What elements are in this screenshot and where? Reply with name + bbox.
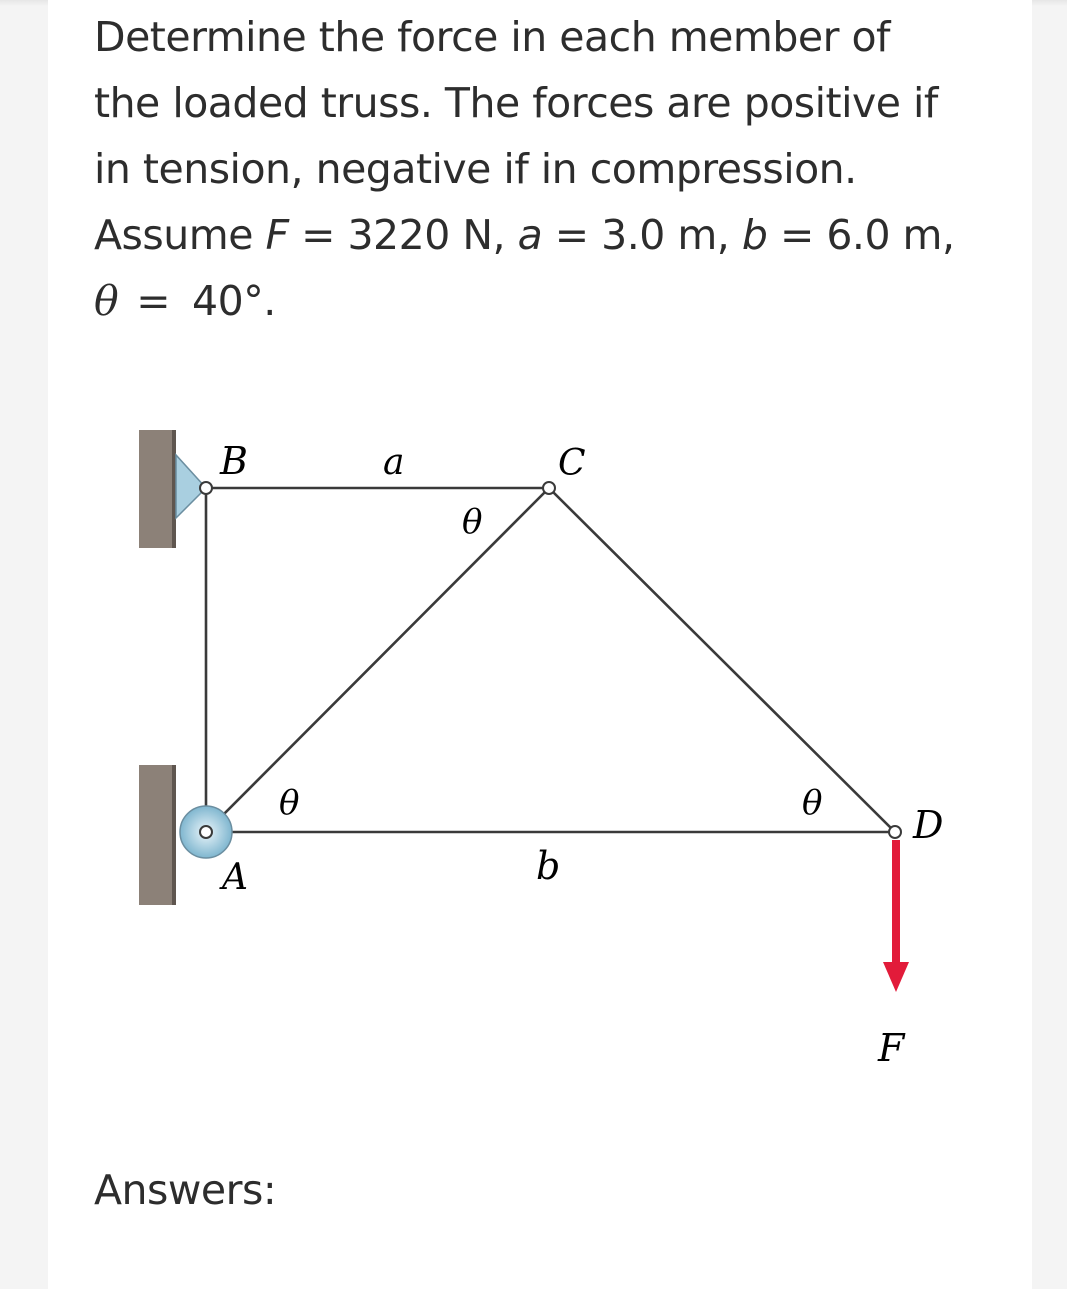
- force-arrow-head: [883, 962, 909, 992]
- joint-B: [200, 482, 212, 494]
- wall-bottom: [139, 765, 176, 905]
- label-theta-top: θ: [462, 502, 483, 542]
- label-b: b: [536, 844, 561, 888]
- problem-line-2: the loaded truss. The forces are positive if: [94, 79, 938, 127]
- member-CD: [549, 488, 895, 832]
- force-arrow-shaft: [892, 840, 900, 968]
- joint-D: [889, 826, 901, 838]
- theta-value: 40°.: [192, 277, 276, 325]
- label-C: C: [558, 443, 586, 484]
- b-value: = 6.0 m,: [767, 211, 955, 259]
- joint-A: [200, 826, 212, 838]
- a-symbol: a: [517, 211, 543, 259]
- label-B: B: [220, 439, 248, 483]
- joint-C: [543, 482, 555, 494]
- label-a: a: [383, 442, 405, 483]
- assume-prefix: Assume: [94, 211, 266, 259]
- label-theta-right: θ: [802, 783, 823, 823]
- theta-equals: =: [136, 277, 171, 325]
- label-D: D: [913, 803, 944, 847]
- force-value: = 3220 N,: [288, 211, 518, 259]
- wall-bottom-edge: [172, 765, 176, 905]
- member-AC: [206, 488, 549, 832]
- theta-symbol: θ: [94, 277, 119, 325]
- label-F: F: [878, 1026, 905, 1070]
- answers-label: Answers:: [94, 1166, 277, 1214]
- label-A: A: [222, 857, 248, 898]
- b-symbol: b: [741, 211, 768, 259]
- wall-top: [139, 430, 176, 548]
- problem-line-3: in tension, negative if in compression.: [94, 145, 857, 193]
- force-symbol: F: [265, 211, 289, 259]
- problem-line-1: Determine the force in each member of: [94, 13, 890, 61]
- a-value: = 3.0 m,: [542, 211, 742, 259]
- label-theta-left: θ: [279, 783, 300, 823]
